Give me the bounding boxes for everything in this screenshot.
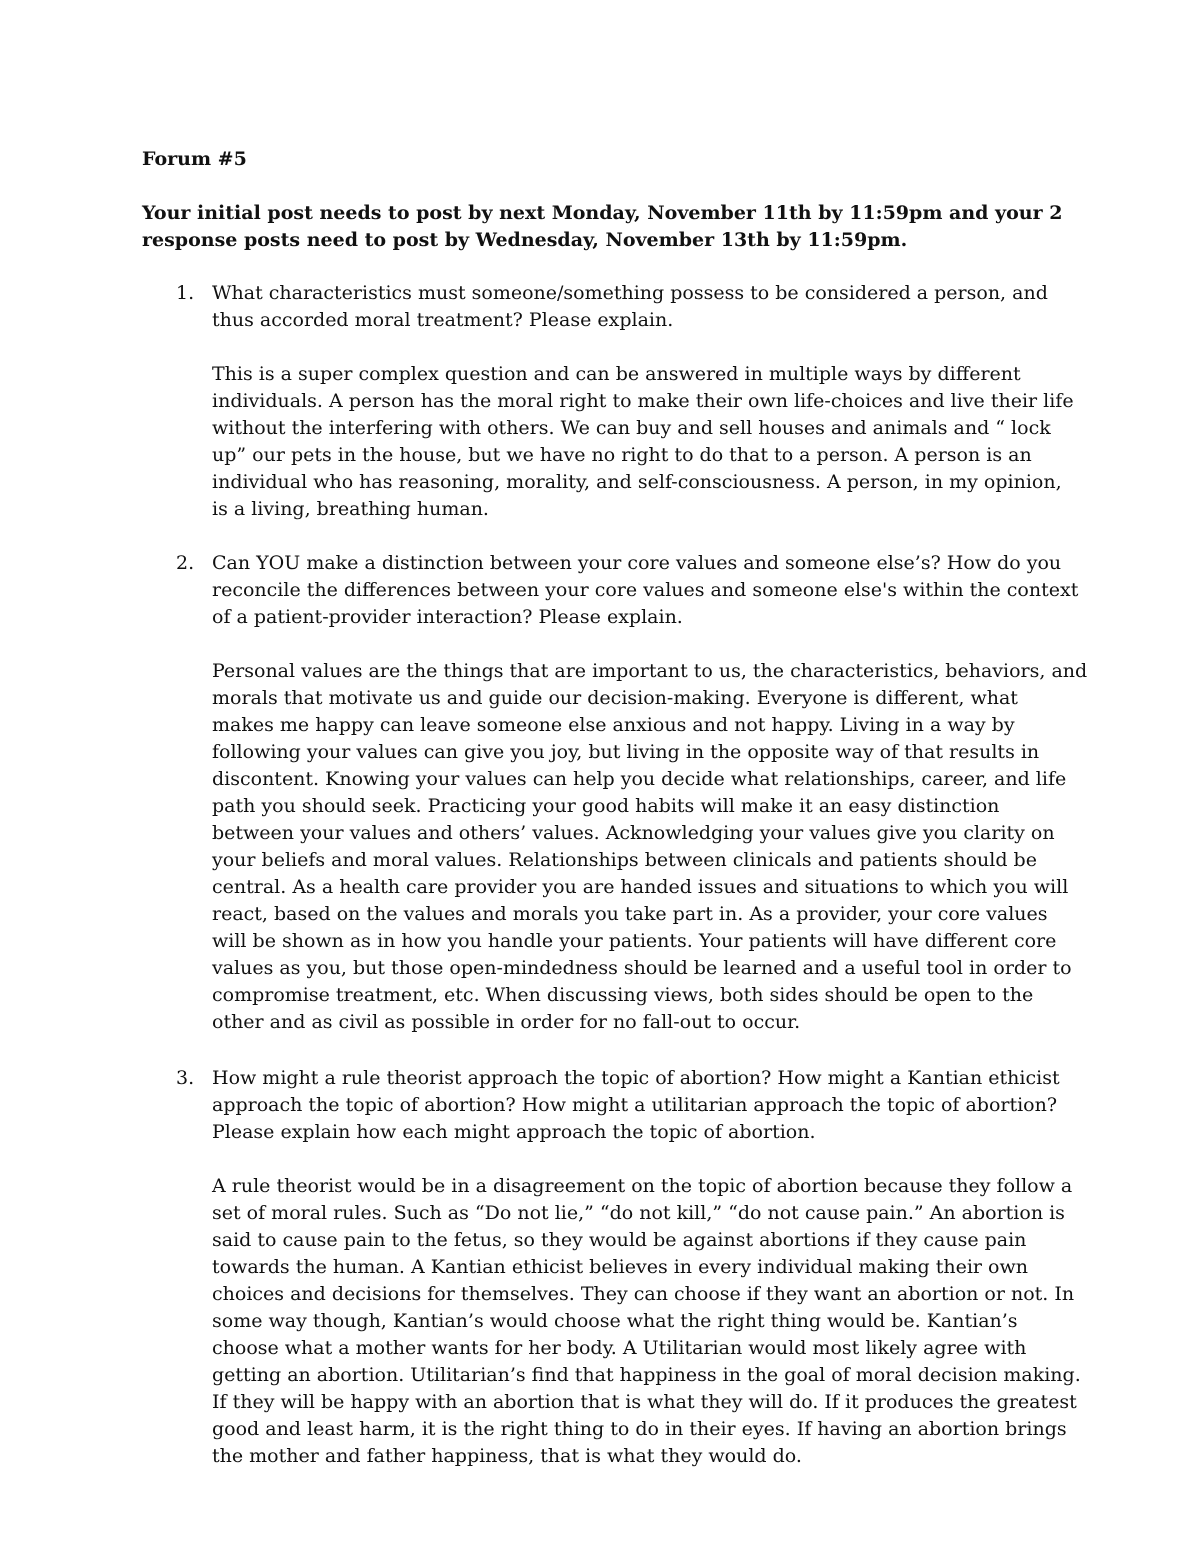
question-text xyxy=(212,280,1072,334)
answer-line: central. As a health care provider you are handed issues and situations to which you will xyxy=(212,876,1069,898)
question-line: Can YOU make a distinction between your core values and someone else’s? How do you xyxy=(212,552,1062,574)
deadline-line: response posts need to post by Wednesday, November 13th by 11:59pm. xyxy=(142,229,908,251)
answer-line: choices and decisions for themselves. They can choose if they want an abortion or not. In xyxy=(212,1283,1075,1305)
answer-line: This is a super complex question and can be answered in multiple ways by different xyxy=(212,363,1021,385)
answer-line: individual who has reasoning, morality, and self-consciousness. A person, in my opinion, xyxy=(212,471,1062,493)
answer-line: makes me happy can leave someone else anxious and not happy. Living in a way by xyxy=(212,714,1015,736)
answer-line: values as you, but those open-mindedness should be learned and a useful tool in order to xyxy=(212,957,1072,979)
answer-line: other and as civil as possible in order for no fall-out to occur. xyxy=(212,1011,801,1033)
deadline-line: Your initial post needs to post by next Monday, November 11th by 11:59pm and your 2 xyxy=(142,202,1063,224)
answer-line: choose what a mother wants for her body. A Utilitarian would most likely agree with xyxy=(212,1337,1027,1359)
answer-2 xyxy=(212,658,1088,1036)
answer-line: is a living, breathing human. xyxy=(212,498,489,520)
answer-line: following your values can give you joy, but living in the opposite way of that results in xyxy=(212,741,1040,763)
answer-line: A rule theorist would be in a disagreement on the topic of abortion because they follow a xyxy=(212,1175,1073,1197)
answer-line: said to cause pain to the fetus, so they would be against abortions if they cause pain xyxy=(212,1229,1027,1251)
question-line: What characteristics must someone/something possess to be considered a person, and xyxy=(212,282,1048,304)
question-line: of a patient-provider interaction? Please explain. xyxy=(212,606,683,628)
question-line: How might a rule theorist approach the topic of abortion? How might a Kantian ethicist xyxy=(212,1067,1060,1089)
question-line: thus accorded moral treatment? Please explain. xyxy=(212,309,674,331)
question-text xyxy=(212,1065,1072,1146)
answer-line: between your values and others’ values. Acknowledging your values give you clarity on xyxy=(212,822,1055,844)
answer-line: will be shown as in how you handle your patients. Your patients will have different core xyxy=(212,930,1057,952)
answer-line: the mother and father happiness, that is what they would do. xyxy=(212,1445,802,1467)
question-number: 1. xyxy=(176,282,195,304)
answer-line: If they will be happy with an abortion that is what they will do. If it produces the greatest xyxy=(212,1391,1077,1413)
answer-line: discontent. Knowing your values can help you decide what relationships, career, and life xyxy=(212,768,1067,790)
answer-line: good and least harm, it is the right thing to do in their eyes. If having an abortion brings xyxy=(212,1418,1067,1440)
answer-line: individuals. A person has the moral right to make their own life-choices and live their life xyxy=(212,390,1074,412)
answer-line: your beliefs and moral values. Relationships between clinicals and patients should be xyxy=(212,849,1037,871)
question-number: 2. xyxy=(176,552,195,574)
answer-line: up” our pets in the house, but we have no right to do that to a person. A person is an xyxy=(212,444,1032,466)
answer-line: towards the human. A Kantian ethicist believes in every individual making their own xyxy=(212,1256,1028,1278)
answer-line: without the interfering with others. We can buy and sell houses and animals and “ lock xyxy=(212,417,1051,439)
document-title: Forum #5 xyxy=(142,148,247,170)
answer-1 xyxy=(212,361,1072,523)
answer-3 xyxy=(212,1173,1081,1470)
answer-line: morals that motivate us and guide our decision-making. Everyone is different, what xyxy=(212,687,1018,709)
question-line: approach the topic of abortion? How might a utilitarian approach the topic of abortion? xyxy=(212,1094,1058,1116)
question-line: reconcile the differences between your core values and someone else's within the context xyxy=(212,579,1079,601)
answer-line: compromise treatment, etc. When discussing views, both sides should be open to the xyxy=(212,984,1034,1006)
question-text xyxy=(212,550,1079,631)
deadline-notice xyxy=(142,200,1062,254)
question-number: 3. xyxy=(176,1067,195,1089)
answer-line: some way though, Kantian’s would choose what the right thing would be. Kantian’s xyxy=(212,1310,1018,1332)
question-line: Please explain how each might approach the topic of abortion. xyxy=(212,1121,816,1143)
answer-line: Personal values are the things that are important to us, the characteristics, behaviors, and xyxy=(212,660,1088,682)
answer-line: path you should seek. Practicing your good habits will make it an easy distinction xyxy=(212,795,1000,817)
answer-line: getting an abortion. Utilitarian’s find that happiness in the goal of moral decision making. xyxy=(212,1364,1081,1386)
answer-line: set of moral rules. Such as “Do not lie,” “do not kill,” “do not cause pain.” An abortion is xyxy=(212,1202,1065,1224)
answer-line: react, based on the values and morals you take part in. As a provider, your core values xyxy=(212,903,1048,925)
